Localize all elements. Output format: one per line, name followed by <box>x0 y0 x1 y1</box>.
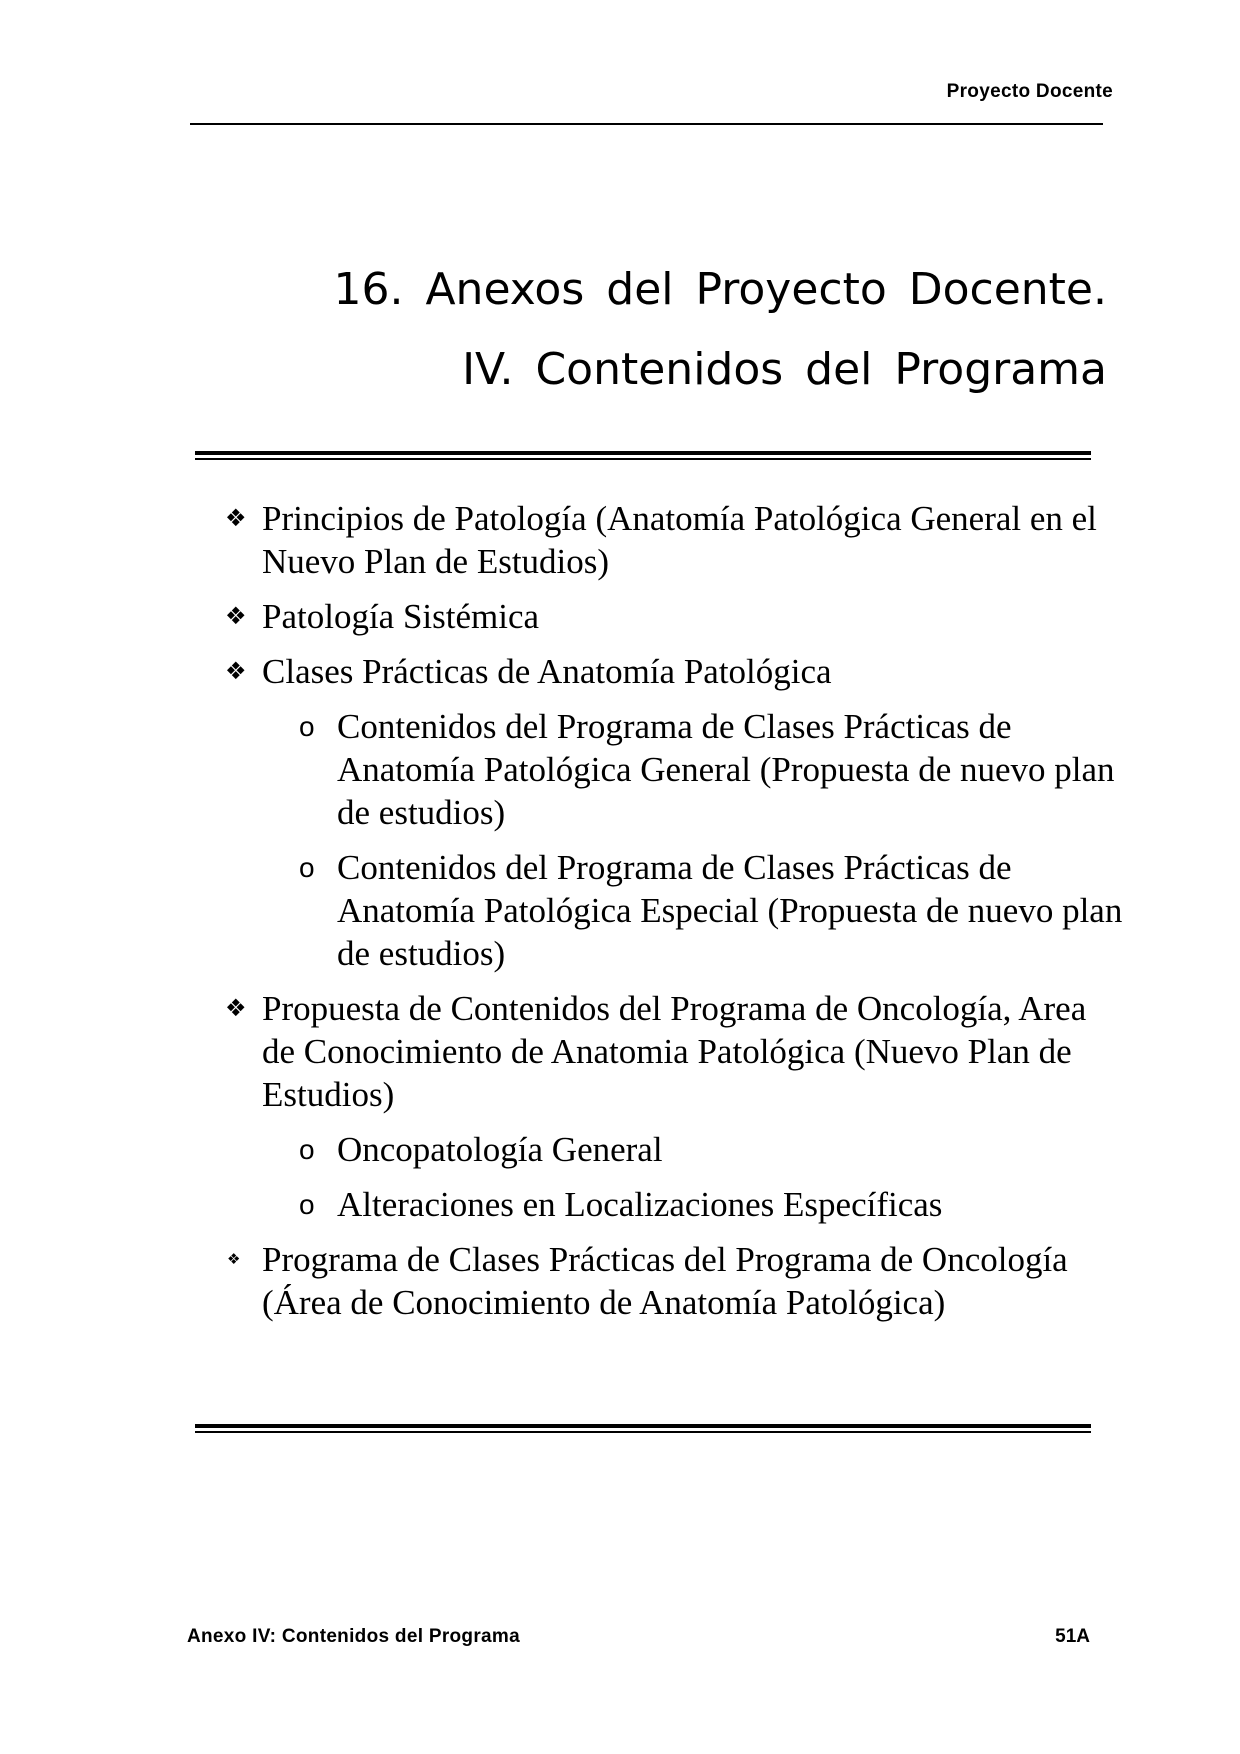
list-item <box>225 595 1115 638</box>
list-item-text: Patología Sistémica <box>262 597 540 636</box>
sublist-item-text: Contenidos del Programa de Clases Prácticas de Anatomía Patológica Especial (Propuesta de nuevo plan de estudios) <box>337 848 1123 973</box>
list-item-text: Propuesta de Contenidos del Programa de Oncología, Area de Conocimiento de Anatomia Patológica (Nuevo Plan de Estudios) <box>262 989 1087 1114</box>
sublist-item-text: Alteraciones en Localizaciones Específicas <box>337 1185 943 1224</box>
list-item-text: Programa de Clases Prácticas del Programa de Oncología (Área de Conocimiento de Anatomía Patológica) <box>262 1240 1068 1322</box>
list-item <box>225 1238 1115 1324</box>
running-header: Proyecto Docente <box>946 81 1113 102</box>
sublist-item <box>299 1183 1137 1226</box>
small-diamond-bullet-icon: ❖ <box>227 1250 241 1268</box>
diamond-bullet-icon: ❖ <box>225 994 247 1022</box>
page-number: 51A <box>1055 1626 1090 1647</box>
list-item-text: Clases Prácticas de Anatomía Patológica <box>262 652 832 691</box>
sublist-item <box>299 705 1137 834</box>
contents-list <box>225 497 1123 1336</box>
circle-bullet-icon: o <box>299 1189 315 1220</box>
diamond-bullet-icon: ❖ <box>225 602 247 630</box>
page-title-line-1: 16. Anexos del Proyecto Docente. <box>333 264 1107 315</box>
list-item <box>225 497 1115 583</box>
page-title <box>334 250 1108 410</box>
sublist-item-text: Contenidos del Programa de Clases Prácticas de Anatomía Patológica General (Propuesta de nuevo plan de estudios) <box>337 707 1115 832</box>
header-rule <box>190 123 1103 125</box>
circle-bullet-icon: o <box>299 1134 315 1165</box>
circle-bullet-icon: o <box>299 852 315 883</box>
sublist-item <box>299 1128 1137 1171</box>
sublist-item-text: Oncopatología General <box>337 1130 663 1169</box>
sublist <box>262 705 1123 975</box>
sublist <box>262 1128 1115 1226</box>
diamond-bullet-icon: ❖ <box>225 504 247 532</box>
diamond-bullet-icon: ❖ <box>225 657 247 685</box>
list-item <box>225 650 1123 975</box>
page-title-line-2: IV. Contenidos del Programa <box>462 344 1107 395</box>
bottom-double-rule <box>195 1424 1091 1433</box>
footer-section-label: Anexo IV: Contenidos del Programa <box>187 1626 520 1647</box>
list-item <box>225 987 1115 1226</box>
circle-bullet-icon: o <box>299 711 315 742</box>
list-item-text: Principios de Patología (Anatomía Patológica General en el Nuevo Plan de Estudios) <box>262 499 1097 581</box>
top-double-rule <box>195 451 1091 460</box>
sublist-item <box>299 846 1137 975</box>
